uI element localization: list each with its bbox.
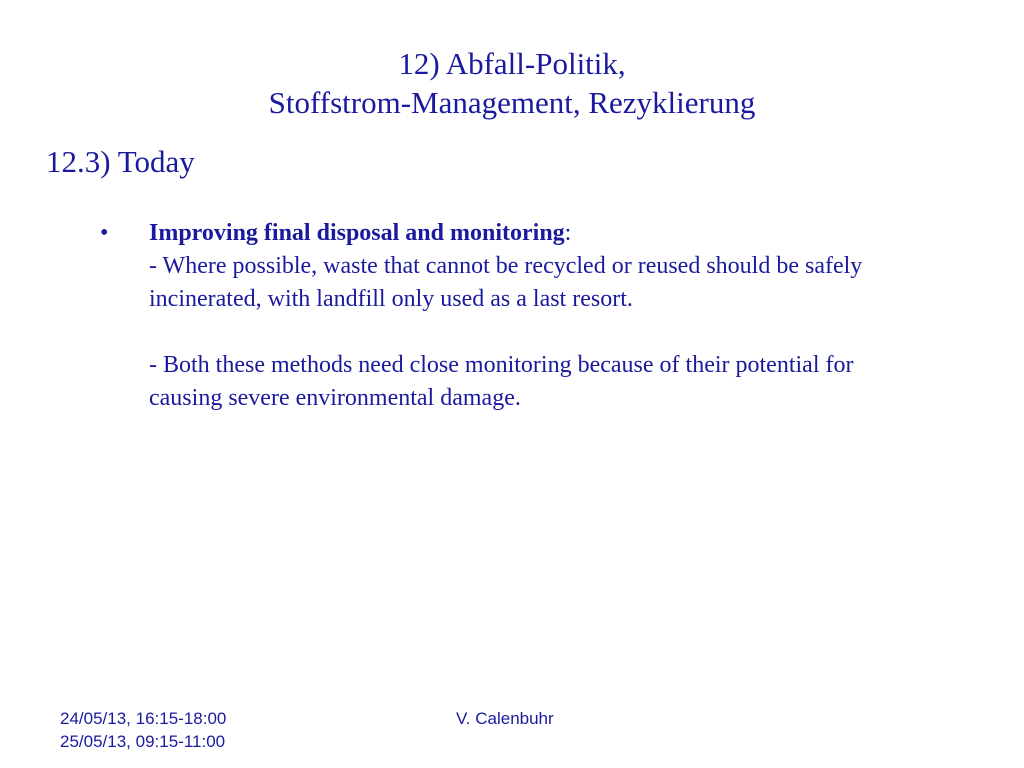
bullet-content xyxy=(149,217,869,415)
footer-date-1: 24/05/13, 16:15-18:00 xyxy=(60,709,227,728)
bullet-heading: Improving final disposal and monitoring xyxy=(149,220,565,246)
title-line-2: Stoffstrom-Management, Rezyklierung xyxy=(268,85,756,120)
bullet-paragraph-1: - Where possible, waste that cannot be recycled or reused should be safely incinerated, with landfill only used as a last resort. xyxy=(149,253,863,312)
bullet-paragraph-2: - Both these methods need close monitoring because of their potential for causing severe environmental damage. xyxy=(149,352,854,411)
bullet-heading-line xyxy=(149,217,869,250)
footer-author: V. Calenbuhr xyxy=(456,709,554,728)
footer-date-2: 25/05/13, 09:15-11:00 xyxy=(60,732,226,751)
bullet-heading-colon: : xyxy=(564,220,572,246)
title-line-1: 12) Abfall-Politik, xyxy=(398,46,626,81)
paragraph-spacer xyxy=(149,316,869,349)
bullet-marker: • xyxy=(100,220,109,246)
slide-title xyxy=(0,44,1024,122)
footer-dates xyxy=(60,707,226,753)
section-subtitle: 12.3) Today xyxy=(46,144,195,179)
